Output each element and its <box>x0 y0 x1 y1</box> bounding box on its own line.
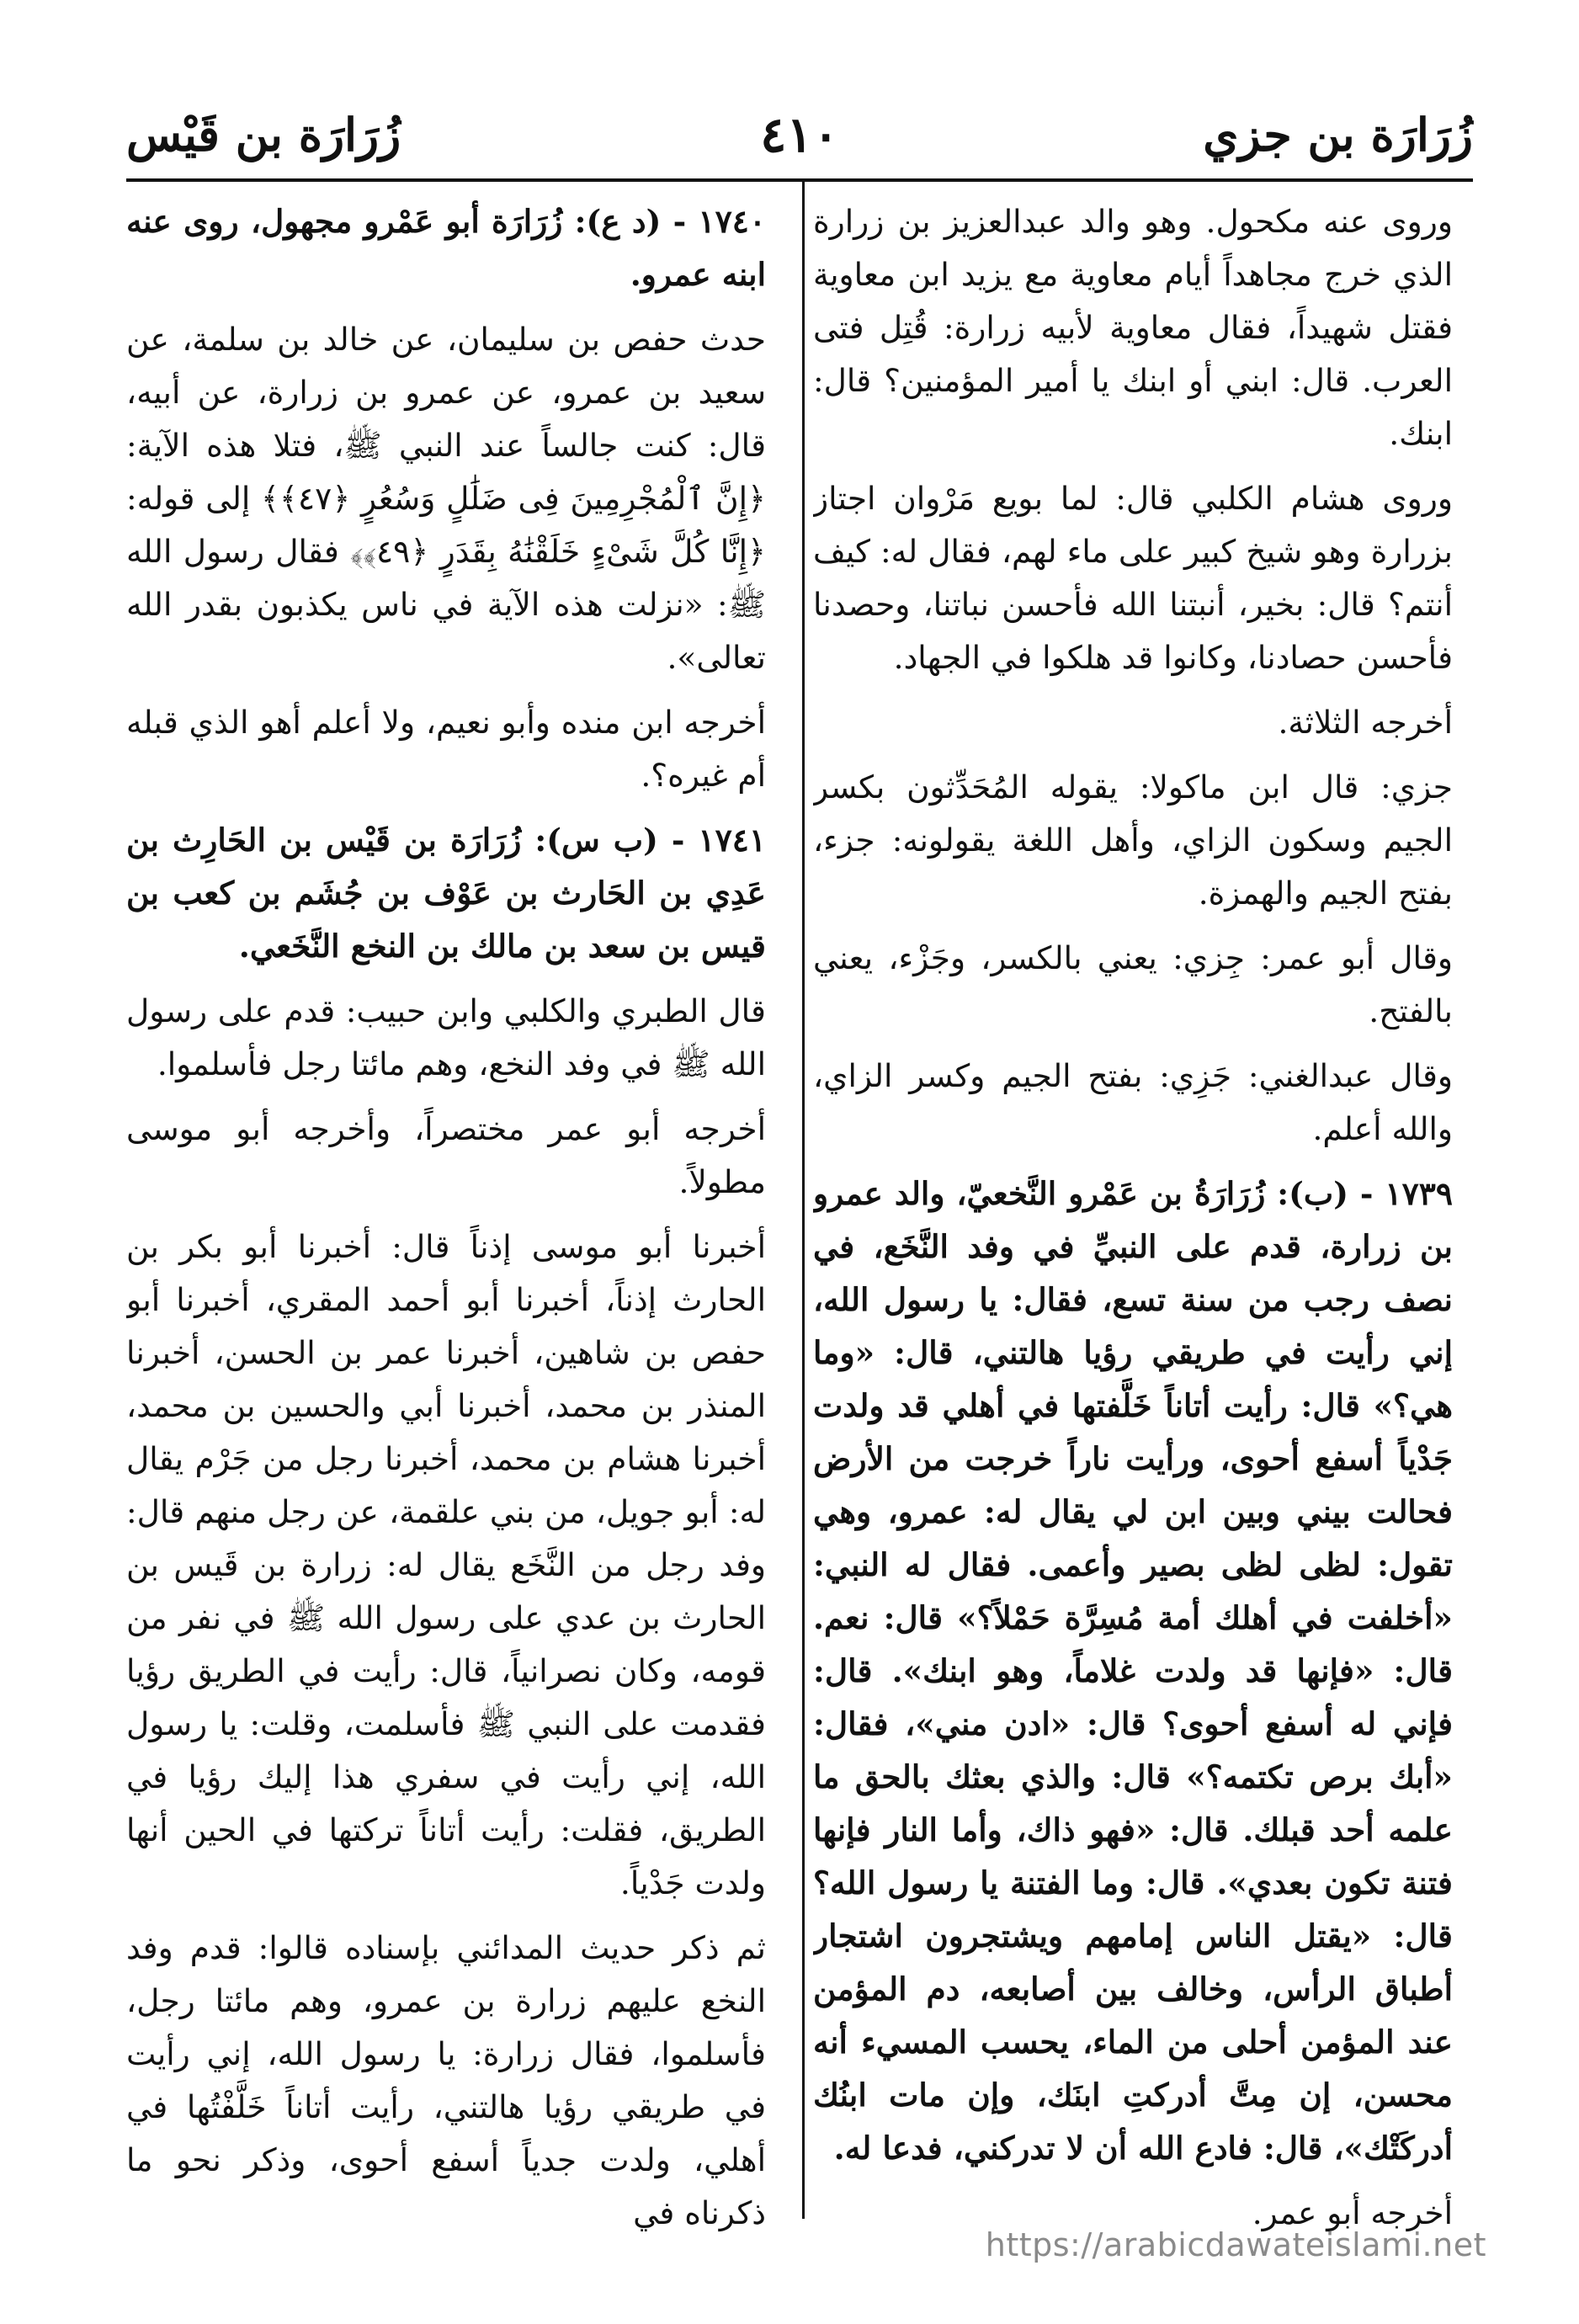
entry-1739: ١٧٣٩ - (ب): زُرَارَةُ بن عَمْرو النَّخعيّ، والد عمرو بن زرارة، قدم على النبيِّ في وفد النَّخَع، في نصف رجب من سنة تسع، فقال: يا رسول الله، إني رأيت في طريقي رؤيا هالتني، قال: «وما هي؟» قال: رأيت أتاناً خَلَّفتها في أهلي قد ولدت جَدْياً أسفع أحوى، ورأيت ناراً خرجت من الأرض فحالت بيني وبين ابن لي يقال له: عمرو، وهي تقول: لظى لظى بصير وأعمى. فقال له النبي: «أخلفت في أهلك أمة مُسِرَّة حَمْلاً؟» قال: نعم. قال: «فإنها قد ولدت غلاماً، وهو ابنك». قال: فإني له أسفع أحوى؟ قال: «ادن مني»، فقال: «أبك برص تكتمه؟» قال: والذي بعثك بالحق ما علمه أحد قبلك. قال: «فهو ذاك، وأما النار فإنها فتنة تكون بعدي». قال: وما الفتنة يا رسول الله؟ قال: «يقتل الناس إمامهم ويشتجرون اشتجار أطباق الرأس، وخالف بين أصابعه، دم المؤمن عند المؤمن أحلى من الماء، يحسب المسيء أنه محسن، إن مِتَّ أدركتِ ابنَك، وإن مات ابنُك أدركَتْك»، قال: فادع الله أن لا تدركني، فدعا له. <box>813 1175 1453 2167</box>
left-column <box>126 195 766 2232</box>
paragraph: أخرجه الثلاثة. <box>1278 704 1453 741</box>
paragraph: ثم ذكر حديث المدائني بإسناده قالوا: قدم وفد النخع عليهم زرارة بن عمرو، وهم مائتا رجل، فأسلموا، فقال زرارة: يا رسول الله، إني رأيت في طريقي رؤيا هالتني، رأيت أتاناً خَلَّفْتُها في أهلي، ولدت جدياً أسفع أحوى، وذكر نحو ما ذكرناه في <box>126 1929 766 2231</box>
paragraph: وقال أبو عمر: جِزي: يعني بالكسر، وجَزْء، يعني بالفتح. <box>813 939 1453 1029</box>
right-column <box>813 195 1453 2232</box>
running-title-right: زُرَارَة بن جزي <box>1203 108 1473 162</box>
paragraph: حدث حفص بن سليمان، عن خالد بن سلمة، عن سعيد بن عمرو، عن عمرو بن زرارة، عن أبيه، قال: كنت جالساً عند النبي ﷺ، فتلا هذه الآية: ﴿إِنَّ ٱلْمُجْرِمِينَ فِى ضَلَٰلٍ وَسُعُرٍ ﴿٤٧﴾﴾ إلى قوله: ﴿إِنَّا كُلَّ شَىْءٍ خَلَقْنَٰهُ بِقَدَرٍ ﴿٤٩﴾﴾ فقال رسول الله ﷺ: «نزلت هذه الآية في ناس يكذبون بقدر الله تعالى». <box>126 321 766 676</box>
paragraph: جزي: قال ابن ماكولا: يقوله المُحَدِّثون بكسر الجيم وسكون الزاي، وأهل اللغة يقولونه: جزء، بفتح الجيم والهمزة. <box>813 768 1453 912</box>
paragraph: وقال عبدالغني: جَزِي: بفتح الجيم وكسر الزاي، والله أعلم. <box>813 1057 1453 1147</box>
source-watermark: https://arabicdawateislami.net <box>985 2226 1486 2263</box>
header-rule <box>126 178 1473 182</box>
page-number: ٤١٠ <box>760 106 839 163</box>
paragraph: أخرجه أبو عمر. <box>1252 2194 1453 2231</box>
column-divider <box>802 182 805 2219</box>
paragraph: وروى عنه مكحول. وهو والد عبدالعزيز بن زرارة الذي خرج مجاهداً أيام معاوية مع يزيد ابن معاوية فقتل شهيداً، فقال معاوية لأبيه زرارة: قُتِل فتى العرب. قال: ابني أو ابنك يا أمير المؤمنين؟ قال: ابنك. <box>813 203 1453 452</box>
page-header <box>126 101 1473 177</box>
entry-1740: ١٧٤٠ - (د ع): زُرَارَة أبو عَمْرو مجهول، روى عنه ابنه عمرو. <box>126 203 766 293</box>
entry-1741: ١٧٤١ - (ب س): زُرَارَة بن قَيْس بن الحَارِث بن عَدِي بن الحَارث بن عَوْف بن جُشَم بن كعب بن قيس بن سعد بن مالك بن النخع النَّخَعي. <box>126 822 766 965</box>
paragraph: أخرجه ابن منده وأبو نعيم، ولا أعلم أهو الذي قبله أم غيره؟. <box>126 704 766 794</box>
paragraph: أخرجه أبو عمر مختصراً، وأخرجه أبو موسى مطولاً. <box>126 1110 766 1200</box>
paragraph: وروى هشام الكلبي قال: لما بويع مَرْوان اجتاز بزرارة وهو شيخ كبير على ماء لهم، فقال له: كيف أنتم؟ قال: بخير، أنبتنا الله فأحسن نباتنا، وحصدنا فأحسن حصادنا، وكانوا قد هلكوا في الجهاد. <box>813 480 1453 676</box>
paragraph: أخبرنا أبو موسى إذناً قال: أخبرنا أبو بكر بن الحارث إذناً، أخبرنا أبو أحمد المقري، أخبرنا أبو حفص بن شاهين، أخبرنا عمر بن الحسن، أخبرنا المنذر بن محمد، أخبرنا أبي والحسين بن محمد، أخبرنا هشام بن محمد، أخبرنا رجل من جَرْم يقال له: أبو جويل، من بني علقمة، عن رجل منهم قال: وفد رجل من النَّخَع يقال له: زرارة بن قَيس بن الحارث بن عدي على رسول الله ﷺ في نفر من قومه، وكان نصرانياً، قال: رأيت في الطريق رؤيا فقدمت على النبي ﷺ فأسلمت، وقلت: يا رسول الله، إني رأيت في سفري هذا إليك رؤيا في الطريق، فقلت: رأيت أتاناً تركتها في الحين أنها ولدت جَدْياً. <box>126 1228 766 1901</box>
running-title-left: زُرَارَة بن قَيْس <box>126 108 401 162</box>
paragraph: قال الطبري والكلبي وابن حبيب: قدم على رسول الله ﷺ في وفد النخع، وهم مائتا رجل فأسلموا. <box>126 992 766 1082</box>
